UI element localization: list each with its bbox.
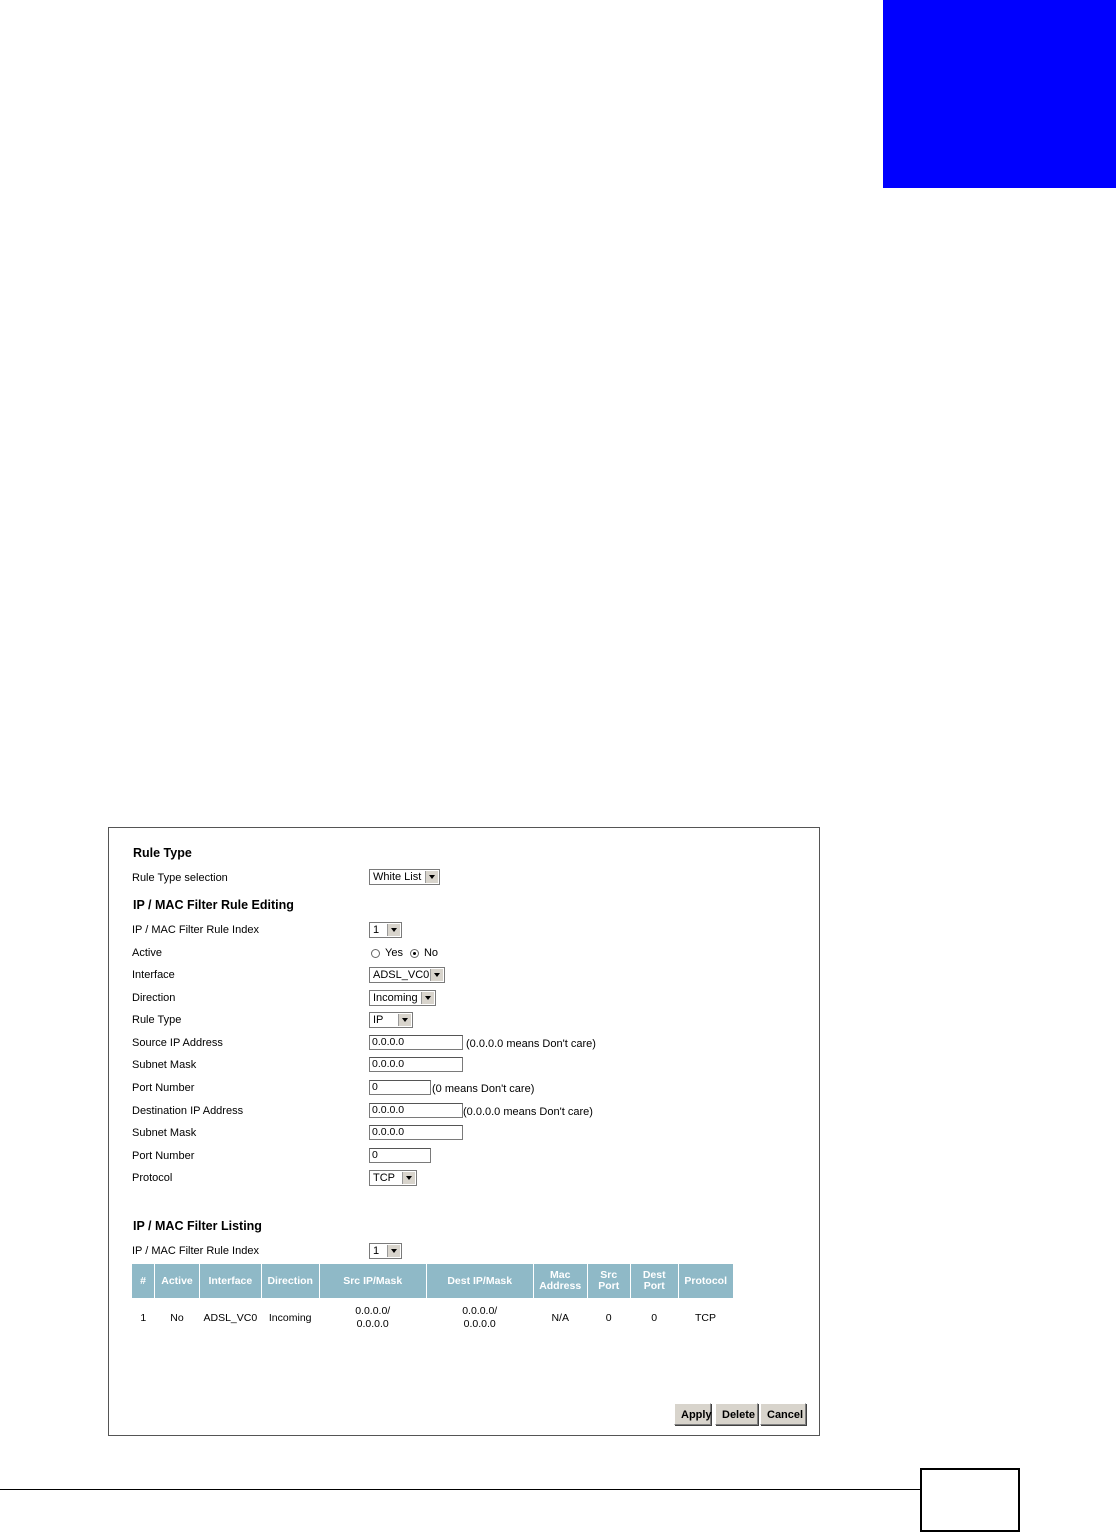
cell-interface: ADSL_VC0 <box>203 1311 258 1324</box>
table-row <box>132 1298 733 1338</box>
destination-port-label: Port Number <box>132 1150 195 1162</box>
page-number-box <box>920 1468 1020 1532</box>
cancel-button[interactable]: Cancel <box>760 1403 806 1425</box>
cell-number: 1 <box>140 1311 147 1324</box>
listing-index-label: IP / MAC Filter Rule Index <box>132 1245 259 1257</box>
listing-index-value: 1 <box>373 1245 380 1257</box>
chevron-down-icon <box>430 969 443 981</box>
source-mask-label: Subnet Mask <box>132 1059 197 1071</box>
chevron-down-icon <box>398 1014 411 1026</box>
cell-direction: Incoming <box>268 1311 312 1324</box>
chevron-down-icon <box>402 1172 415 1184</box>
source-ip-label: Source IP Address <box>132 1037 223 1049</box>
cell-dest-mask: 0.0.0.0 <box>463 1318 496 1330</box>
rule-index-label: IP / MAC Filter Rule Index <box>132 924 259 936</box>
interface-select[interactable] <box>369 967 445 983</box>
column-header-protocol: Protocol <box>678 1264 733 1298</box>
filter-listing-table <box>132 1264 733 1338</box>
direction-value: Incoming <box>373 992 418 1004</box>
delete-button[interactable]: Delete <box>715 1403 758 1425</box>
chevron-down-icon <box>387 924 400 936</box>
active-no-radio[interactable] <box>410 949 419 958</box>
destination-ip-input[interactable]: 0.0.0.0 <box>369 1103 463 1118</box>
active-yes-radio[interactable] <box>371 949 380 958</box>
interface-value: ADSL_VC0 <box>373 969 430 981</box>
rule-type-select[interactable] <box>369 1012 413 1028</box>
column-header-src-port: Src Port <box>587 1264 630 1298</box>
protocol-label: Protocol <box>132 1172 173 1184</box>
chevron-down-icon <box>421 992 434 1004</box>
listing-index-select[interactable] <box>369 1243 402 1259</box>
active-yes-label: Yes <box>385 947 403 959</box>
source-ip-hint: (0.0.0.0 means Don't care) <box>466 1038 596 1050</box>
cell-src-port: 0 <box>605 1311 612 1324</box>
column-header-dest-ip-mask: Dest IP/Mask <box>426 1264 533 1298</box>
destination-ip-label: Destination IP Address <box>132 1105 244 1117</box>
rule-type-label: Rule Type <box>132 1014 182 1026</box>
listing-title: IP / MAC Filter Listing <box>133 1219 262 1233</box>
cell-src-ip-mask <box>319 1298 426 1338</box>
destination-mask-input[interactable]: 0.0.0.0 <box>369 1125 463 1140</box>
cell-mac-address: N/A <box>551 1311 569 1324</box>
direction-select[interactable] <box>369 990 436 1006</box>
destination-mask-label: Subnet Mask <box>132 1127 197 1139</box>
active-radio-group <box>371 947 445 959</box>
editing-title: IP / MAC Filter Rule Editing <box>133 898 294 912</box>
rule-index-value: 1 <box>373 924 380 936</box>
chevron-down-icon <box>425 871 438 883</box>
protocol-value: TCP <box>373 1172 395 1184</box>
rule-type-value: IP <box>373 1014 384 1026</box>
destination-port-input[interactable]: 0 <box>369 1148 431 1163</box>
table-header-row <box>132 1264 733 1298</box>
rule-index-select[interactable] <box>369 922 402 938</box>
rule-type-title: Rule Type <box>133 846 192 860</box>
cell-active: No <box>170 1311 184 1324</box>
footer-divider <box>0 1489 920 1490</box>
column-header-direction: Direction <box>261 1264 319 1298</box>
cell-src-mask: 0.0.0.0 <box>356 1318 389 1330</box>
rule-type-selection-select[interactable] <box>369 869 440 885</box>
column-header-interface: Interface <box>200 1264 262 1298</box>
column-header-number: # <box>132 1264 155 1298</box>
direction-label: Direction <box>132 992 176 1004</box>
cell-dest-port: 0 <box>651 1311 658 1324</box>
cell-protocol: TCP <box>694 1311 716 1324</box>
cell-dest-ip-mask <box>426 1298 533 1338</box>
rule-type-selection-value: White List <box>373 871 422 883</box>
chevron-down-icon <box>387 1245 400 1257</box>
source-port-hint: (0 means Don't care) <box>432 1083 535 1095</box>
cell-src-ip: 0.0.0.0/ <box>355 1305 391 1317</box>
source-port-label: Port Number <box>132 1082 195 1094</box>
cell-dest-ip: 0.0.0.0/ <box>462 1305 498 1317</box>
protocol-select[interactable] <box>369 1170 417 1186</box>
active-label: Active <box>132 947 162 959</box>
chapter-tab <box>883 0 1116 188</box>
source-port-input[interactable]: 0 <box>369 1080 431 1095</box>
source-mask-input[interactable]: 0.0.0.0 <box>369 1057 463 1072</box>
column-header-active: Active <box>155 1264 200 1298</box>
active-no-label: No <box>423 947 439 959</box>
interface-label: Interface <box>132 969 175 981</box>
column-header-src-ip-mask: Src IP/Mask <box>319 1264 426 1298</box>
source-ip-input[interactable]: 0.0.0.0 <box>369 1035 463 1050</box>
column-header-mac-address: Mac Address <box>533 1264 587 1298</box>
filter-config-panel <box>108 827 820 1436</box>
apply-button[interactable]: Apply <box>674 1403 711 1425</box>
column-header-dest-port: Dest Port <box>630 1264 678 1298</box>
rule-type-selection-label: Rule Type selection <box>132 872 228 884</box>
destination-ip-hint: (0.0.0.0 means Don't care) <box>463 1106 593 1118</box>
